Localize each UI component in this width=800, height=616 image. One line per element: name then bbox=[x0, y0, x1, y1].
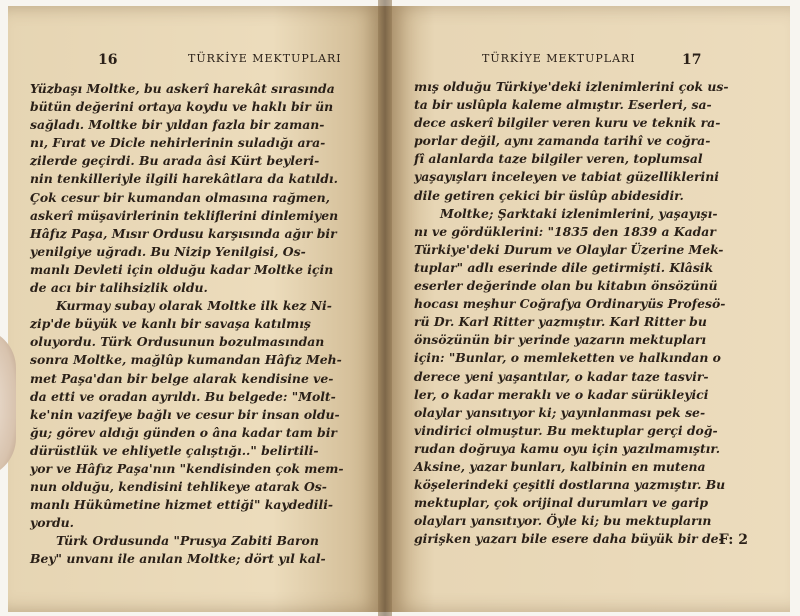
text-line: yenilgiye uğradı. Bu Nizip Yenilgisi, Os- bbox=[30, 243, 306, 259]
text-line: ta bir uslûpla kaleme almıştır. Eserleri, sa- bbox=[414, 97, 712, 113]
text-line: nı, Fırat ve Dicle nehirlerinin suladığı ara- bbox=[30, 135, 326, 151]
text-line: köşelerindeki çeşitli dostlarına yazmıştır. Bu bbox=[414, 477, 726, 493]
right-page bbox=[386, 6, 790, 612]
page-body bbox=[30, 80, 380, 569]
book-gutter bbox=[378, 0, 392, 616]
text-line: Kurmay subay olarak Moltke ilk kez Ni- bbox=[56, 298, 332, 314]
page-number: 17 bbox=[682, 52, 702, 68]
text-line: fî alanlarda taze bilgiler veren, toplumsal bbox=[414, 151, 703, 167]
text-line: manlı Hükûmetine hizmet ettiği" kaydedili- bbox=[30, 497, 334, 513]
text-line: Çok cesur bir kumandan olmasına rağmen, bbox=[30, 189, 330, 205]
text-line: Moltke; Şarktaki izlenimlerini, yaşayışı- bbox=[440, 205, 718, 221]
text-line: da etti ve oradan ayrıldı. Bu belgede: "Molt- bbox=[30, 388, 336, 404]
text-line: zip'de büyük ve kanlı bir savaşa katılmış bbox=[30, 316, 311, 332]
text-line: mektuplar, çok orijinal durumları ve garip bbox=[414, 495, 709, 511]
text-line: sonra Moltke, mağlûp kumandan Hâfız Meh- bbox=[30, 352, 342, 368]
text-line: mış olduğu Türkiye'deki izlenimlerini çok us- bbox=[414, 79, 729, 94]
left-page bbox=[8, 6, 386, 612]
text-line: yordu. bbox=[30, 515, 74, 531]
text-line: sağladı. Moltke bir yıldan fazla bir zaman- bbox=[30, 117, 325, 133]
text-line: rü Dr. Karl Ritter yazmıştır. Karl Ritter bu bbox=[414, 314, 707, 330]
text-line: ğu; görev aldığı günden o âna kadar tam bir bbox=[30, 424, 337, 440]
text-line: de acı bir talihsizlik oldu. bbox=[30, 280, 208, 296]
text-line: dece askerî bilgiler veren kuru ve teknik ra- bbox=[414, 115, 721, 131]
text-line: derece yeni yaşantılar, o kadar taze tasvir- bbox=[414, 368, 709, 384]
text-line: yaşayışları inceleyen ve tabiat güzelliklerini bbox=[414, 169, 719, 185]
text-line: Türk Ordusunda "Prusya Zabiti Baron bbox=[56, 533, 319, 549]
text-line: dile getiren çekici bir üslûp abidesidir. bbox=[414, 187, 684, 203]
text-line: nun olduğu, kendisini tehlikeye atarak Os- bbox=[30, 479, 327, 495]
text-line: nin tenkilleriyle ilgili harekâtlara da katıldı. bbox=[30, 171, 338, 187]
text-line: için: "Bunlar, o memleketten ve halkından o bbox=[414, 350, 721, 366]
text-line: bütün değerini ortaya koydu ve haklı bir ün bbox=[30, 99, 334, 115]
text-line: Türkiye'deki Durum ve Olaylar Üzerine Mek- bbox=[414, 241, 724, 257]
text-line: oluyordu. Türk Ordusunun bozulmasından bbox=[30, 334, 325, 350]
text-line: girişken yazarı bile esere daha büyük bir de- bbox=[414, 531, 724, 547]
text-line: ler, o kadar meraklı ve o kadar sürükleyici bbox=[414, 386, 709, 402]
text-line: zilerde geçirdi. Bu arada âsi Kürt beyleri- bbox=[30, 153, 320, 169]
text-line: vindirici olmuştur. Bu mektuplar gerçi doğ- bbox=[414, 422, 718, 438]
text-line: yor ve Hâfız Paşa'nın "kendisinden çok mem- bbox=[30, 460, 344, 476]
text-line: nı ve gördüklerini: "1835 den 1839 a Kadar bbox=[414, 223, 716, 239]
text-line: eserler değerinde olan bu kitabın önsözünü bbox=[414, 278, 718, 294]
signature-mark: F: 2 bbox=[718, 532, 748, 548]
text-line: Yüzbaşı Moltke, bu askerî harekât sırasında bbox=[30, 81, 335, 96]
text-line: met Paşa'dan bir belge alarak kendisine ve- bbox=[30, 370, 334, 386]
running-header: TÜRKİYE MEKTUPLARI bbox=[482, 52, 636, 65]
text-line: önsözünün bir yerinde yazarın mektupları bbox=[414, 332, 707, 348]
text-line: rudan doğruya kamu oyu için yazılmamıştır. bbox=[414, 440, 721, 456]
text-line: ke'nin vazifeye bağlı ve cesur bir insan oldu- bbox=[30, 406, 340, 422]
page-body bbox=[414, 78, 774, 548]
text-line: askerî müşavirlerinin tekliflerini dinlemiyen bbox=[30, 207, 339, 223]
text-line: hocası meşhur Coğrafya Ordinaryüs Profesö- bbox=[414, 296, 726, 312]
text-line: Bey" unvanı ile anılan Moltke; dört yıl kal- bbox=[30, 551, 326, 567]
text-line: porlar değil, aynı zamanda tarihî ve coğra- bbox=[414, 133, 711, 149]
text-line: olayları yansıtıyor. Öyle ki; bu mektupların bbox=[414, 513, 712, 529]
text-line: Hâfız Paşa, Mısır Ordusu karşısında ağır bir bbox=[30, 225, 337, 241]
page-number: 16 bbox=[98, 52, 118, 68]
running-header: TÜRKİYE MEKTUPLARI bbox=[188, 52, 342, 65]
text-line: manlı Devleti için olduğu kadar Moltke için bbox=[30, 261, 334, 277]
text-line: olaylar yansıtıyor ki; yayınlanması pek se- bbox=[414, 404, 706, 420]
text-line: Aksine, yazar bunları, kalbinin en mutena bbox=[414, 458, 706, 474]
text-line: tuplar" adlı eserinde dile getirmişti. Klâsik bbox=[414, 259, 714, 275]
text-line: dürüstlük ve ehliyetle çalıştığı.." belirtili- bbox=[30, 442, 319, 458]
